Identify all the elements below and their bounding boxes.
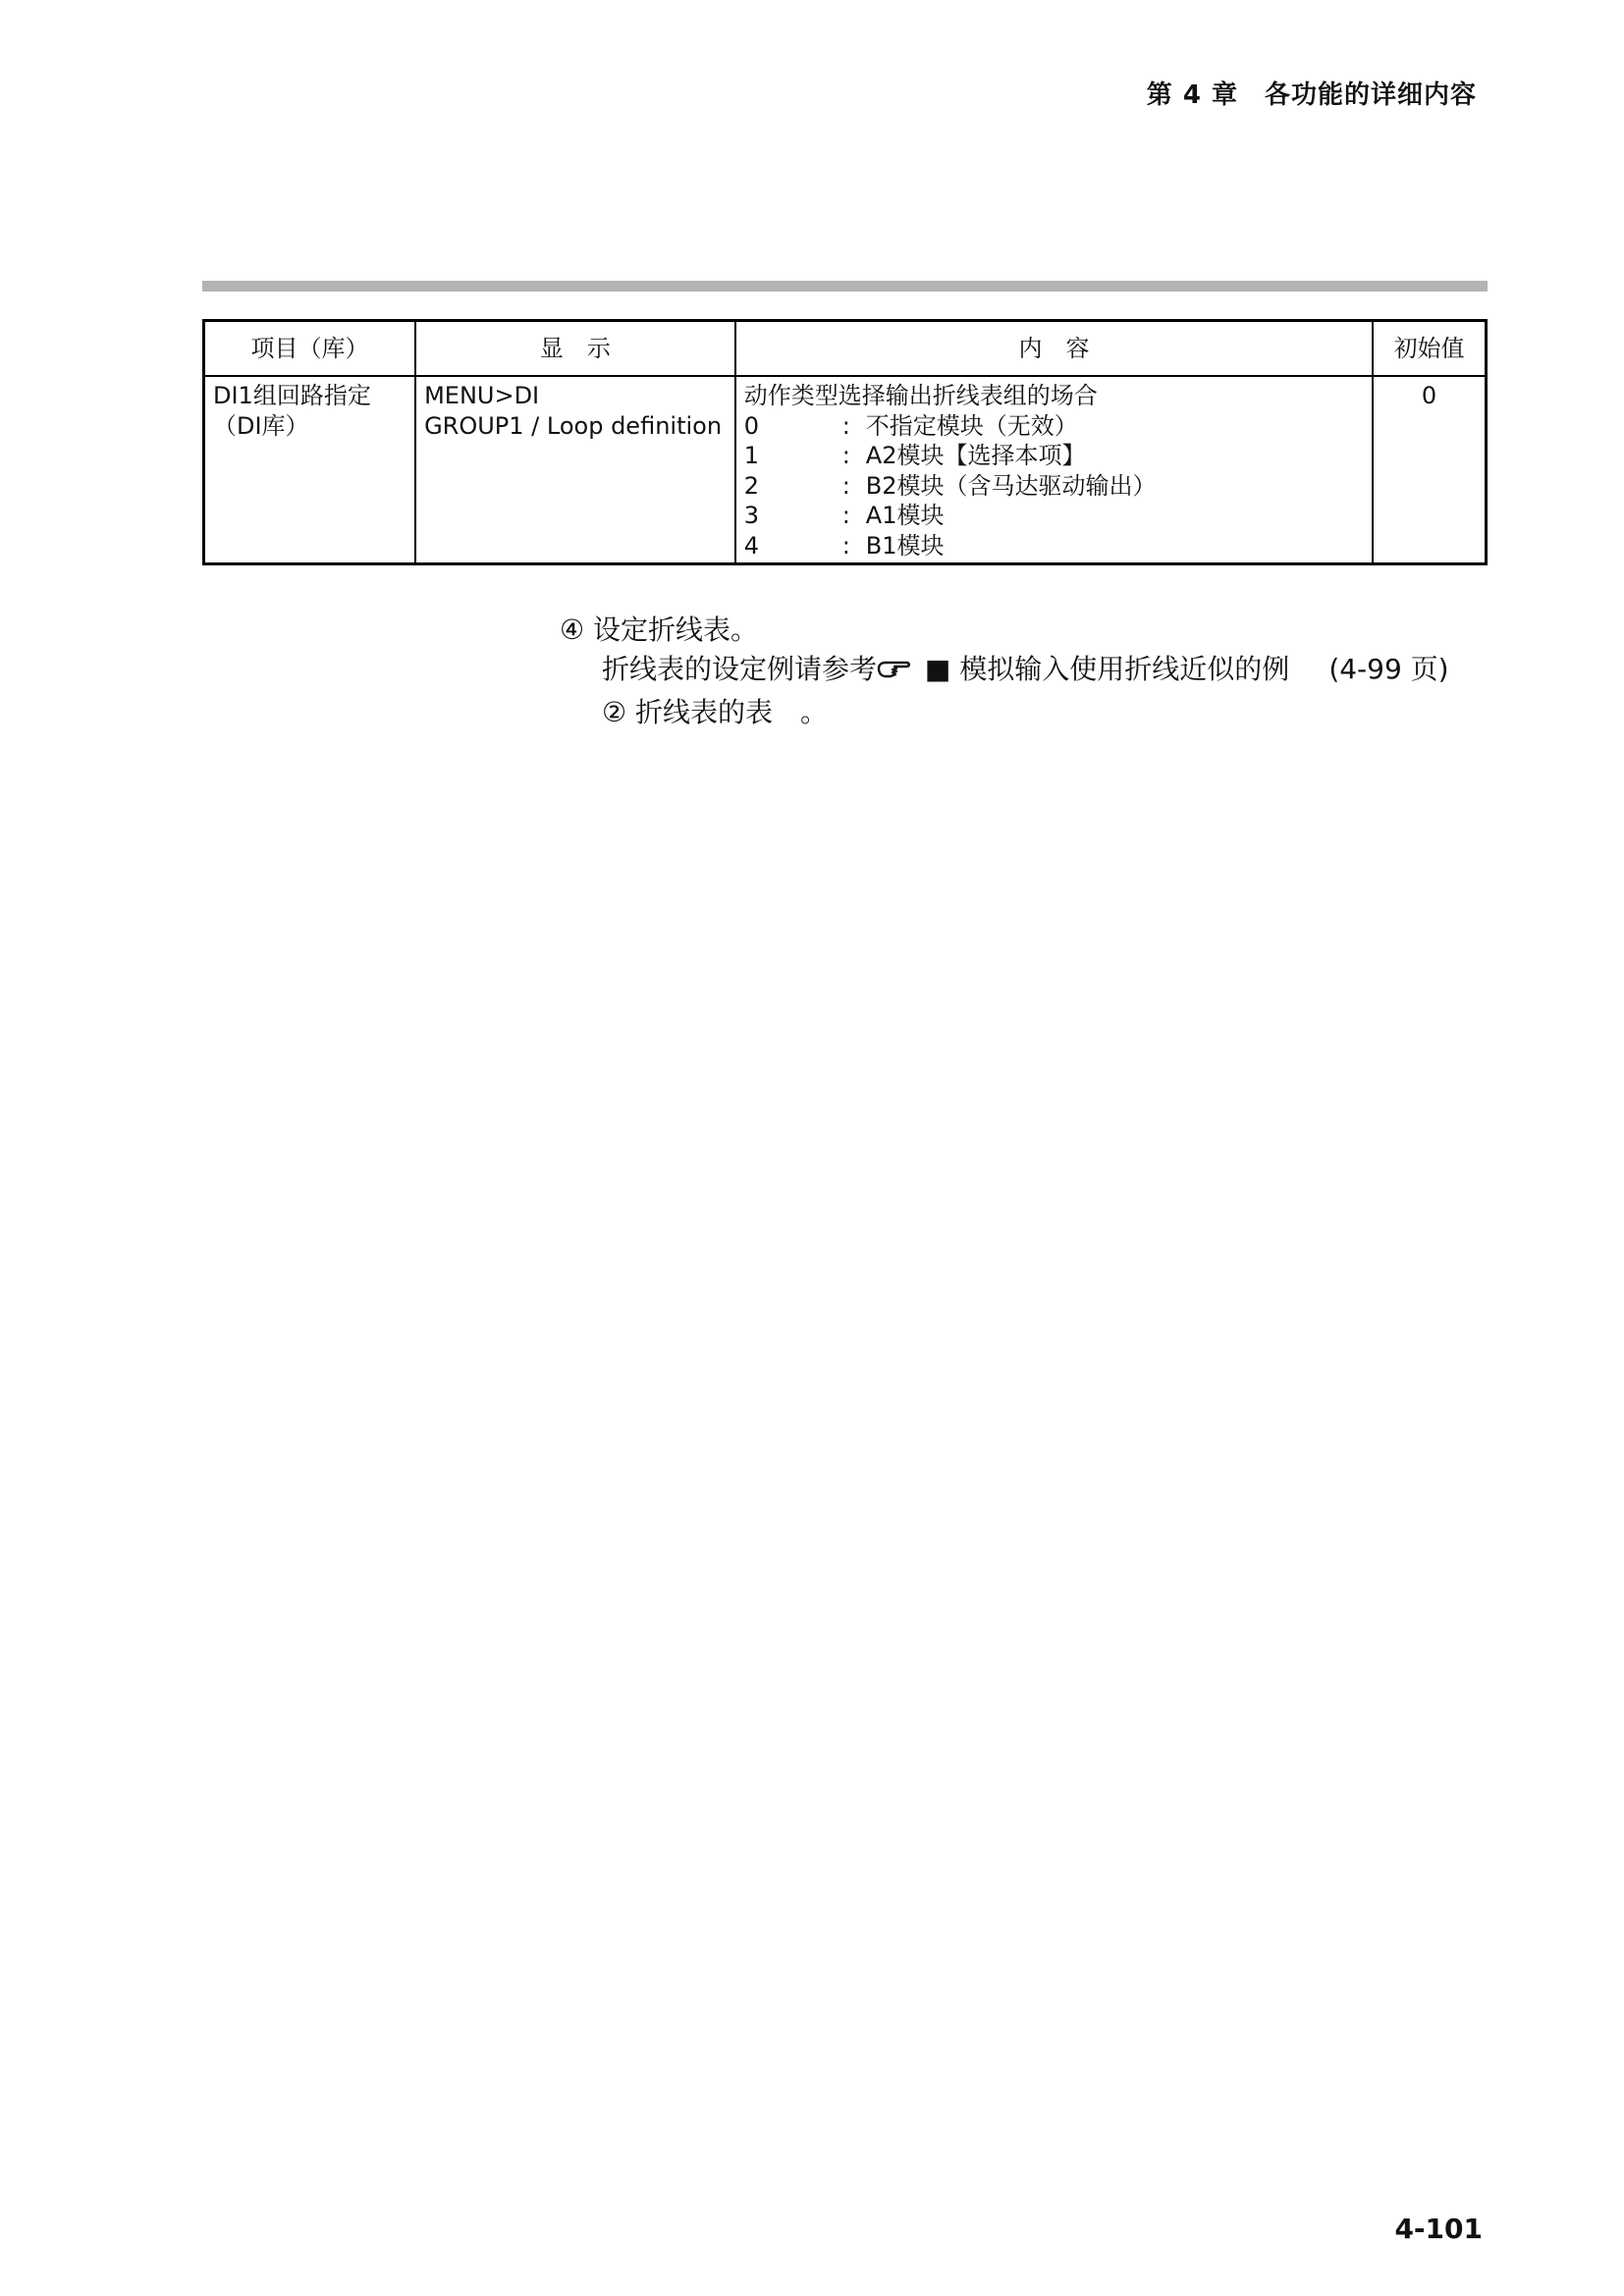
header-display: 显 示 xyxy=(415,321,735,377)
content-cell xyxy=(735,376,1373,564)
settings-table xyxy=(202,319,1488,565)
reference-page: (4-99 页) xyxy=(1328,653,1449,685)
header-content: 内 容 xyxy=(735,321,1373,377)
option-colon: : xyxy=(841,531,850,560)
option-text: A2模块【选择本项】 xyxy=(865,442,1086,469)
display-cell xyxy=(415,376,735,564)
option-text: 不指定模块（无效） xyxy=(865,411,1078,440)
table-header-row xyxy=(204,321,1487,377)
header-item: 项目（库） xyxy=(204,321,416,377)
default-value: 0 xyxy=(1373,376,1486,564)
option-code: 2 xyxy=(743,471,760,500)
chapter-title: 第 4 章 各功能的详细内容 xyxy=(1146,80,1477,110)
option-colon: : xyxy=(841,471,850,500)
item-bank: （DI库） xyxy=(213,411,309,440)
option-text: A1模块 xyxy=(865,502,945,529)
option-item xyxy=(744,501,1364,531)
option-code: 1 xyxy=(743,442,760,469)
header-default: 初始值 xyxy=(1373,321,1486,377)
option-colon: : xyxy=(841,442,850,469)
display-menu-path: MENU>DI xyxy=(424,382,540,409)
option-code: 4 xyxy=(743,531,760,560)
square-bullet: ■ xyxy=(924,653,951,685)
option-item xyxy=(744,441,1364,471)
reference-subsection: ② 折线表的表 。 xyxy=(602,696,829,728)
table-row xyxy=(204,376,1487,564)
option-item xyxy=(744,531,1364,561)
option-colon: : xyxy=(841,502,850,529)
option-item xyxy=(744,411,1364,442)
option-code: 3 xyxy=(743,502,760,529)
option-text: B1模块 xyxy=(865,531,945,560)
item-name: DI1组回路指定 xyxy=(213,382,371,409)
instruction-steps xyxy=(560,611,1449,732)
reference-prefix: 折线表的设定例请参考 xyxy=(602,653,878,685)
option-colon: : xyxy=(841,411,850,440)
option-item xyxy=(744,471,1364,502)
step-4: ④ 设定折线表。 xyxy=(560,614,759,646)
content-title: 动作类型选择输出折线表组的场合 xyxy=(743,382,1098,409)
display-parameter: GROUP1 / Loop definition xyxy=(424,411,723,440)
section-divider xyxy=(202,281,1488,292)
pointing-hand-icon xyxy=(877,654,916,693)
option-code: 0 xyxy=(743,411,760,440)
item-cell xyxy=(204,376,416,564)
page-number: 4-101 xyxy=(1394,2213,1483,2245)
reference-target: 模拟输入使用折线近似的例 xyxy=(959,653,1290,685)
reference-line xyxy=(560,650,1449,693)
option-text: B2模块（含马达驱动输出） xyxy=(865,471,1157,500)
